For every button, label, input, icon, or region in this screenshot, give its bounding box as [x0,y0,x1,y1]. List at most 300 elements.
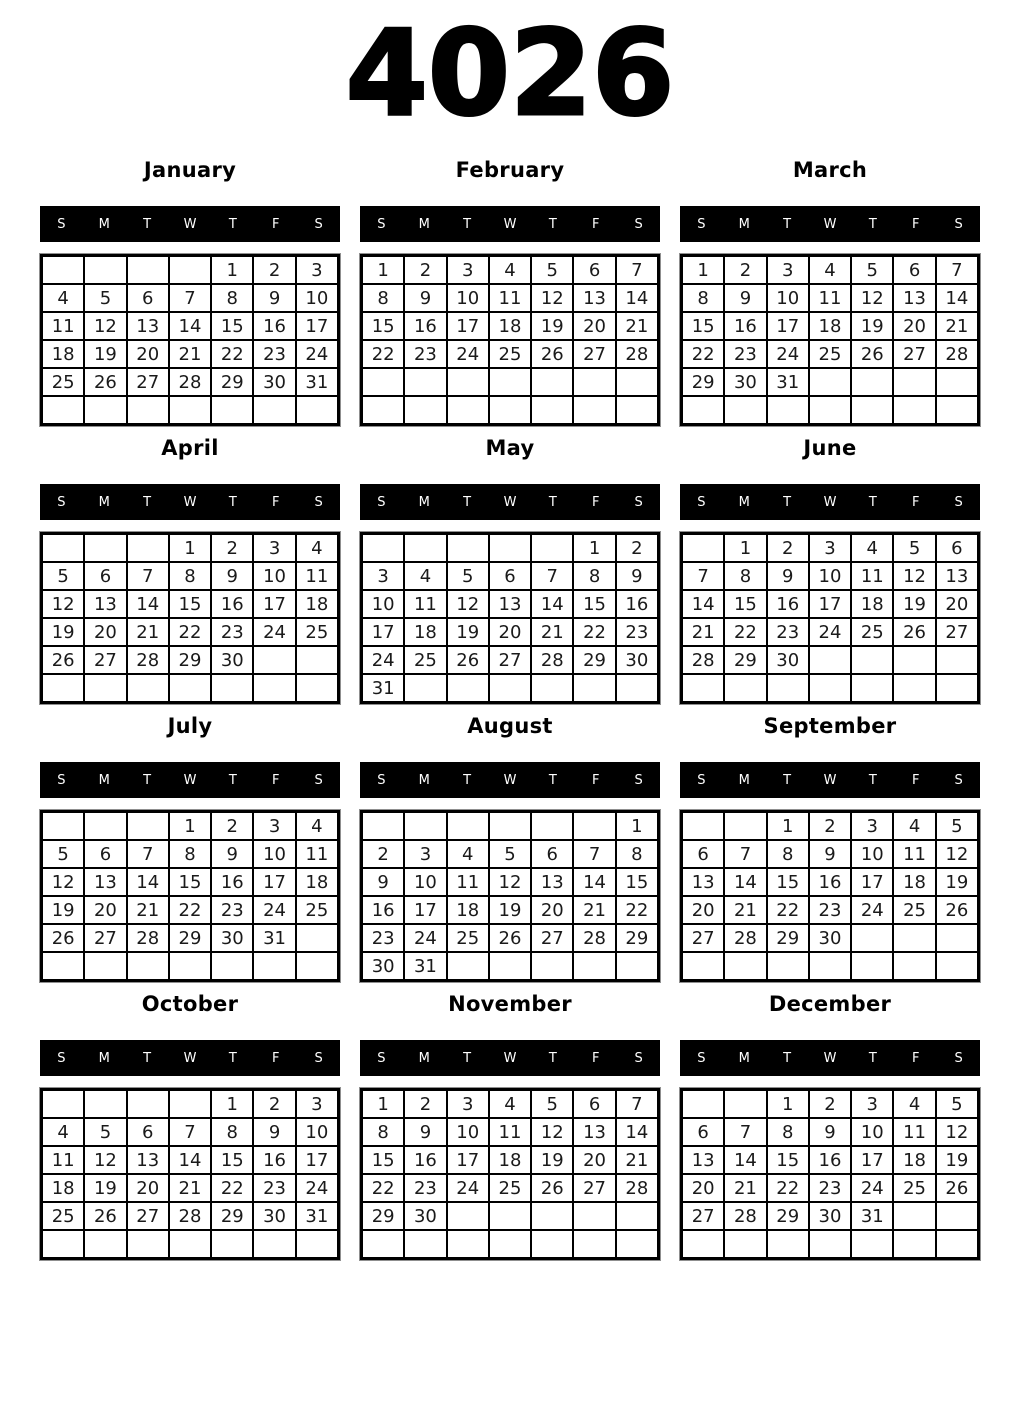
day-cell: 26 [84,1202,126,1230]
date-grid [680,532,980,704]
weekday-label: M [418,1050,430,1066]
empty-cell [809,1230,851,1258]
empty-cell [127,952,169,980]
day-cell: 24 [296,340,338,368]
day-cell: 10 [851,840,893,868]
empty-cell [42,1230,84,1258]
empty-cell [447,674,489,702]
day-cell: 30 [211,924,253,952]
weekday-label: S [697,772,706,788]
day-cell: 3 [296,1090,338,1118]
empty-cell [253,1230,295,1258]
day-cell: 18 [893,1146,935,1174]
month-title: September [763,714,897,738]
month-march [680,158,980,426]
weekday-label: T [463,216,472,232]
day-cell: 7 [616,256,658,284]
empty-cell [362,368,404,396]
day-cell: 16 [724,312,766,340]
weekday-label: S [697,216,706,232]
empty-cell [127,812,169,840]
day-cell: 2 [211,534,253,562]
day-cell: 28 [616,340,658,368]
day-cell: 18 [296,590,338,618]
empty-cell [169,674,211,702]
day-cell: 17 [851,1146,893,1174]
day-cell: 9 [404,284,446,312]
weekday-label: M [418,216,430,232]
day-cell: 22 [682,340,724,368]
day-cell: 14 [724,1146,766,1174]
empty-cell [682,1090,724,1118]
day-cell: 19 [936,1146,978,1174]
empty-cell [42,674,84,702]
empty-cell [253,396,295,424]
day-cell: 19 [447,618,489,646]
day-cell: 20 [127,1174,169,1202]
empty-cell [531,534,573,562]
day-cell: 6 [489,562,531,590]
day-cell: 23 [724,340,766,368]
empty-cell [616,1230,658,1258]
weekday-label: W [503,494,517,510]
empty-cell [936,646,978,674]
weekday-label: W [823,216,837,232]
day-cell: 14 [616,1118,658,1146]
day-cell: 29 [616,924,658,952]
day-cell: 28 [531,646,573,674]
day-cell: 30 [253,1202,295,1230]
day-cell: 31 [404,952,446,980]
day-cell: 12 [851,284,893,312]
empty-cell [573,674,615,702]
month-august [360,714,660,982]
weekday-label: S [57,1050,66,1066]
empty-cell [489,1202,531,1230]
empty-cell [362,534,404,562]
day-cell: 1 [724,534,766,562]
day-cell: 17 [809,590,851,618]
day-cell: 14 [169,1146,211,1174]
empty-cell [616,952,658,980]
day-cell: 13 [936,562,978,590]
empty-cell [42,396,84,424]
day-cell: 15 [724,590,766,618]
day-cell: 25 [404,646,446,674]
weekday-label: S [57,494,66,510]
day-cell: 21 [936,312,978,340]
day-cell: 30 [362,952,404,980]
day-cell: 1 [767,1090,809,1118]
day-cell: 22 [362,340,404,368]
day-cell: 5 [447,562,489,590]
weekday-label: S [634,1050,643,1066]
day-cell: 1 [211,256,253,284]
day-cell: 27 [936,618,978,646]
empty-cell [767,952,809,980]
day-cell: 21 [724,896,766,924]
day-cell: 20 [573,312,615,340]
day-cell: 3 [404,840,446,868]
day-cell: 6 [531,840,573,868]
weekday-label: F [911,1050,920,1066]
day-cell: 17 [362,618,404,646]
day-cell: 7 [724,1118,766,1146]
day-cell: 8 [169,562,211,590]
day-cell: 24 [296,1174,338,1202]
day-cell: 21 [127,618,169,646]
day-cell: 7 [127,562,169,590]
day-cell: 18 [489,1146,531,1174]
day-cell: 29 [211,368,253,396]
day-cell: 22 [767,1174,809,1202]
day-cell: 3 [851,812,893,840]
day-cell: 20 [127,340,169,368]
day-cell: 16 [211,868,253,896]
day-cell: 24 [851,896,893,924]
empty-cell [362,396,404,424]
day-cell: 1 [616,812,658,840]
empty-cell [253,646,295,674]
day-cell: 30 [724,368,766,396]
day-cell: 29 [724,646,766,674]
weekday-label: F [271,216,280,232]
day-cell: 30 [809,1202,851,1230]
day-cell: 27 [682,1202,724,1230]
day-cell: 28 [616,1174,658,1202]
weekday-label: T [548,1050,557,1066]
day-cell: 26 [851,340,893,368]
empty-cell [682,534,724,562]
day-cell: 5 [531,1090,573,1118]
day-cell: 3 [362,562,404,590]
day-cell: 20 [573,1146,615,1174]
day-cell: 21 [531,618,573,646]
empty-cell [447,368,489,396]
weekday-label: S [377,494,386,510]
day-cell: 11 [296,840,338,868]
day-cell: 19 [84,1174,126,1202]
day-cell: 23 [404,340,446,368]
empty-cell [296,924,338,952]
empty-cell [404,534,446,562]
month-october [40,992,340,1260]
day-cell: 9 [767,562,809,590]
day-cell: 2 [809,1090,851,1118]
weekday-label: M [418,494,430,510]
day-cell: 1 [169,812,211,840]
day-cell: 2 [253,256,295,284]
day-cell: 16 [616,590,658,618]
empty-cell [724,674,766,702]
empty-cell [893,674,935,702]
day-cell: 28 [682,646,724,674]
day-cell: 25 [893,1174,935,1202]
day-cell: 5 [42,840,84,868]
weekday-label: M [738,772,750,788]
empty-cell [362,812,404,840]
empty-cell [682,674,724,702]
empty-cell [724,952,766,980]
day-cell: 31 [253,924,295,952]
day-cell: 7 [936,256,978,284]
day-cell: 11 [447,868,489,896]
day-cell: 19 [42,618,84,646]
day-cell: 4 [404,562,446,590]
day-cell: 23 [809,1174,851,1202]
day-cell: 16 [253,1146,295,1174]
day-cell: 25 [851,618,893,646]
weekday-label: T [143,494,152,510]
day-cell: 27 [489,646,531,674]
weekday-header-bar [40,1040,340,1076]
day-cell: 10 [851,1118,893,1146]
empty-cell [851,952,893,980]
month-title: April [161,436,219,460]
day-cell: 6 [936,534,978,562]
day-cell: 25 [296,896,338,924]
date-grid [40,254,340,426]
day-cell: 18 [893,868,935,896]
day-cell: 9 [809,840,851,868]
day-cell: 25 [42,368,84,396]
empty-cell [573,952,615,980]
day-cell: 12 [447,590,489,618]
month-december [680,992,980,1260]
empty-cell [489,812,531,840]
day-cell: 25 [809,340,851,368]
weekday-label: S [377,216,386,232]
empty-cell [893,396,935,424]
day-cell: 10 [296,284,338,312]
day-cell: 25 [42,1202,84,1230]
day-cell: 27 [127,368,169,396]
day-cell: 11 [489,284,531,312]
day-cell: 8 [767,1118,809,1146]
day-cell: 24 [447,340,489,368]
day-cell: 2 [724,256,766,284]
weekday-label: W [823,772,837,788]
day-cell: 22 [211,1174,253,1202]
day-cell: 13 [127,1146,169,1174]
day-cell: 30 [767,646,809,674]
day-cell: 31 [362,674,404,702]
weekday-label: S [954,772,963,788]
day-cell: 17 [404,896,446,924]
weekday-label: T [783,1050,792,1066]
date-grid [40,1088,340,1260]
day-cell: 22 [169,896,211,924]
day-cell: 17 [253,590,295,618]
day-cell: 17 [253,868,295,896]
empty-cell [211,396,253,424]
empty-cell [489,368,531,396]
day-cell: 19 [851,312,893,340]
day-cell: 17 [296,312,338,340]
empty-cell [767,396,809,424]
day-cell: 20 [84,618,126,646]
month-title: August [467,714,553,738]
day-cell: 18 [42,1174,84,1202]
weekday-label: T [143,1050,152,1066]
day-cell: 2 [767,534,809,562]
day-cell: 28 [169,368,211,396]
empty-cell [936,924,978,952]
day-cell: 18 [42,340,84,368]
day-cell: 8 [211,1118,253,1146]
empty-cell [809,368,851,396]
day-cell: 24 [404,924,446,952]
empty-cell [573,396,615,424]
day-cell: 23 [404,1174,446,1202]
day-cell: 12 [84,312,126,340]
day-cell: 13 [682,868,724,896]
empty-cell [211,1230,253,1258]
day-cell: 18 [851,590,893,618]
day-cell: 12 [489,868,531,896]
day-cell: 20 [936,590,978,618]
day-cell: 23 [253,1174,295,1202]
day-cell: 24 [767,340,809,368]
day-cell: 16 [253,312,295,340]
day-cell: 12 [531,1118,573,1146]
weekday-label: W [183,494,197,510]
day-cell: 10 [253,840,295,868]
day-cell: 28 [127,646,169,674]
empty-cell [573,812,615,840]
day-cell: 16 [362,896,404,924]
date-grid [360,532,660,704]
empty-cell [169,1230,211,1258]
day-cell: 29 [169,924,211,952]
empty-cell [404,1230,446,1258]
weekday-label: W [183,1050,197,1066]
day-cell: 8 [724,562,766,590]
empty-cell [531,812,573,840]
empty-cell [809,674,851,702]
month-title: December [768,992,892,1016]
day-cell: 28 [169,1202,211,1230]
day-cell: 11 [489,1118,531,1146]
empty-cell [851,396,893,424]
day-cell: 7 [573,840,615,868]
day-cell: 10 [362,590,404,618]
day-cell: 8 [573,562,615,590]
day-cell: 9 [809,1118,851,1146]
day-cell: 30 [253,368,295,396]
empty-cell [84,1230,126,1258]
empty-cell [767,1230,809,1258]
day-cell: 4 [489,1090,531,1118]
empty-cell [362,1230,404,1258]
empty-cell [936,674,978,702]
weekday-label: T [548,216,557,232]
weekday-label: M [418,772,430,788]
weekday-label: S [634,216,643,232]
day-cell: 24 [851,1174,893,1202]
day-cell: 11 [42,312,84,340]
empty-cell [573,1202,615,1230]
weekday-header-bar [680,1040,980,1076]
day-cell: 13 [573,284,615,312]
day-cell: 2 [616,534,658,562]
empty-cell [893,368,935,396]
date-grid [40,810,340,982]
day-cell: 10 [809,562,851,590]
day-cell: 12 [936,840,978,868]
weekday-header-bar [680,206,980,242]
weekday-label: M [738,216,750,232]
empty-cell [893,924,935,952]
day-cell: 6 [84,840,126,868]
empty-cell [616,368,658,396]
day-cell: 11 [42,1146,84,1174]
day-cell: 15 [169,868,211,896]
day-cell: 28 [573,924,615,952]
day-cell: 6 [682,840,724,868]
months-grid [0,158,1020,1260]
day-cell: 29 [767,924,809,952]
weekday-label: T [783,494,792,510]
empty-cell [447,396,489,424]
day-cell: 10 [447,284,489,312]
weekday-label: T [548,772,557,788]
empty-cell [531,674,573,702]
day-cell: 3 [851,1090,893,1118]
day-cell: 20 [682,1174,724,1202]
day-cell: 2 [809,812,851,840]
day-cell: 12 [936,1118,978,1146]
empty-cell [531,1230,573,1258]
day-cell: 3 [767,256,809,284]
date-grid [360,254,660,426]
empty-cell [531,368,573,396]
empty-cell [211,674,253,702]
day-cell: 23 [253,340,295,368]
month-title: May [485,436,535,460]
day-cell: 31 [851,1202,893,1230]
day-cell: 5 [531,256,573,284]
day-cell: 20 [84,896,126,924]
weekday-label: S [57,216,66,232]
day-cell: 10 [447,1118,489,1146]
day-cell: 13 [489,590,531,618]
weekday-label: T [868,1050,877,1066]
day-cell: 11 [851,562,893,590]
day-cell: 29 [362,1202,404,1230]
day-cell: 25 [489,1174,531,1202]
day-cell: 29 [682,368,724,396]
weekday-label: W [183,772,197,788]
day-cell: 1 [362,1090,404,1118]
day-cell: 9 [211,562,253,590]
day-cell: 15 [573,590,615,618]
day-cell: 16 [809,1146,851,1174]
day-cell: 8 [211,284,253,312]
empty-cell [809,396,851,424]
day-cell: 24 [447,1174,489,1202]
weekday-label: F [911,494,920,510]
empty-cell [127,396,169,424]
day-cell: 16 [404,312,446,340]
day-cell: 2 [362,840,404,868]
day-cell: 12 [42,868,84,896]
weekday-label: F [591,216,600,232]
month-january [40,158,340,426]
weekday-label: T [548,494,557,510]
empty-cell [447,1230,489,1258]
day-cell: 14 [169,312,211,340]
